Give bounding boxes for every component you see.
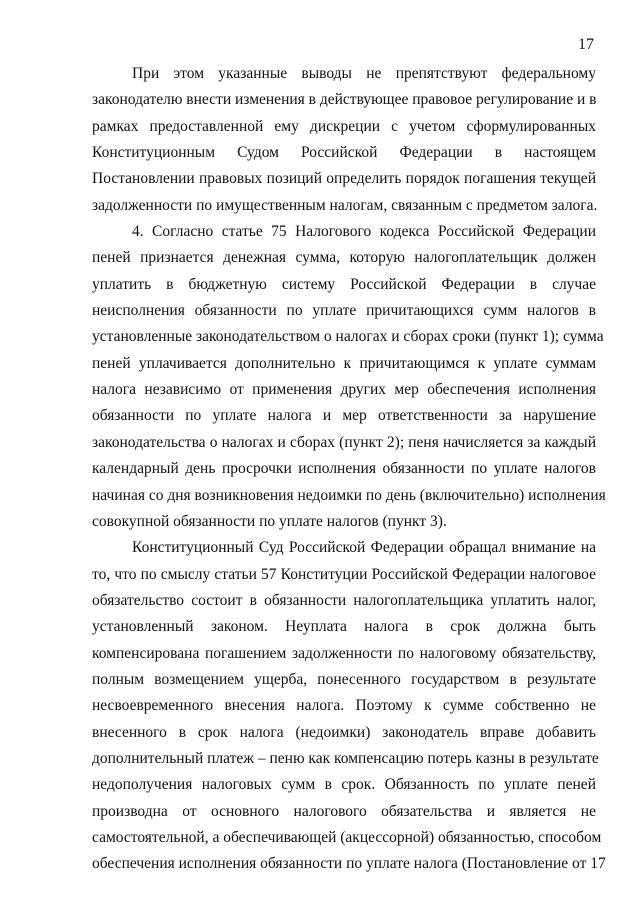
text-line: задолженности по имущественным налогам, связанным с предметом залога. bbox=[92, 196, 598, 214]
text-line: внесенного в срок налога (недоимки) законодатель вправе добавить bbox=[92, 723, 596, 741]
text-line: налога независимо от применения других мер обеспечения исполнения bbox=[92, 381, 596, 399]
page-number: 17 bbox=[578, 36, 594, 53]
text-line: Конституционный Суд Российской Федерации обращал внимание на bbox=[132, 539, 596, 557]
text-line: неисполнения обязанности по уплате причитающихся сумм налогов в bbox=[92, 302, 596, 320]
text-line: начиная со дня возникновения недоимки по день (включительно) исполнения bbox=[92, 486, 606, 504]
text-line: самостоятельной, а обеспечивающей (акцессорной) обязанностью, способом bbox=[92, 828, 602, 846]
paragraph bbox=[92, 535, 606, 877]
text-line: законодателю внести изменения в действующее правовое регулирование и в bbox=[92, 91, 597, 109]
text-line: установленные законодательством о налогах и сборах сроки (пункт 1); сумма bbox=[92, 328, 604, 346]
text-line: обязательство состоит в обязанности налогоплательщика уплатить налог, bbox=[92, 591, 596, 609]
text-line: несвоевременного внесения налога. Поэтому к сумме собственно не bbox=[92, 697, 596, 715]
paragraph bbox=[92, 61, 596, 219]
text-line: При этом указанные выводы не препятствуют федеральному bbox=[132, 65, 596, 82]
text-line: то, что по смыслу статьи 57 Конституции Российской Федерации налоговое bbox=[92, 565, 596, 583]
paragraph bbox=[92, 219, 606, 535]
text-line: рамках предоставленной ему дискреции с учетом сформулированных bbox=[92, 117, 596, 135]
text-line: пеней признается денежная сумма, которую налогоплательщик должен bbox=[92, 249, 596, 267]
text-line: обязанности по уплате налога и мер ответственности за нарушение bbox=[92, 407, 596, 425]
text-line: 4. Согласно статье 75 Налогового кодекса Российской Федерации bbox=[132, 223, 596, 241]
text-line: совокупной обязанности по уплате налогов (пункт 3). bbox=[92, 512, 447, 530]
text-line: недополучения налоговых сумм в срок. Обязанность по уплате пеней bbox=[92, 776, 596, 794]
text-line: полным возмещением ущерба, понесенного государством в результате bbox=[92, 670, 596, 688]
text-line: календарный день просрочки исполнения обязанности по уплате налогов bbox=[92, 460, 596, 478]
text-line: установленный законом. Неуплата налога в срок должна быть bbox=[92, 618, 596, 636]
text-line: пеней уплачивается дополнительно к причитающимся к уплате суммам bbox=[92, 354, 596, 372]
text-line: производна от основного налогового обязательства и является не bbox=[92, 802, 596, 820]
text-line: законодательства о налогах и сборах (пункт 2); пеня начисляется за каждый bbox=[92, 433, 596, 451]
text-line: уплатить в бюджетную систему Российской Федерации в случае bbox=[92, 275, 596, 293]
text-line: дополнительный платеж – пеню как компенсацию потерь казны в результате bbox=[92, 749, 599, 767]
text-line: Постановлении правовых позиций определить порядок погашения текущей bbox=[92, 170, 596, 188]
text-line: компенсирована погашением задолженности по налоговому обязательству, bbox=[92, 644, 596, 662]
text-line: обеспечения исполнения обязанности по уплате налога (Постановление от 17 bbox=[92, 855, 606, 873]
text-line: Конституционным Судом Российской Федерации в настоящем bbox=[92, 144, 596, 162]
document-body bbox=[92, 61, 606, 878]
